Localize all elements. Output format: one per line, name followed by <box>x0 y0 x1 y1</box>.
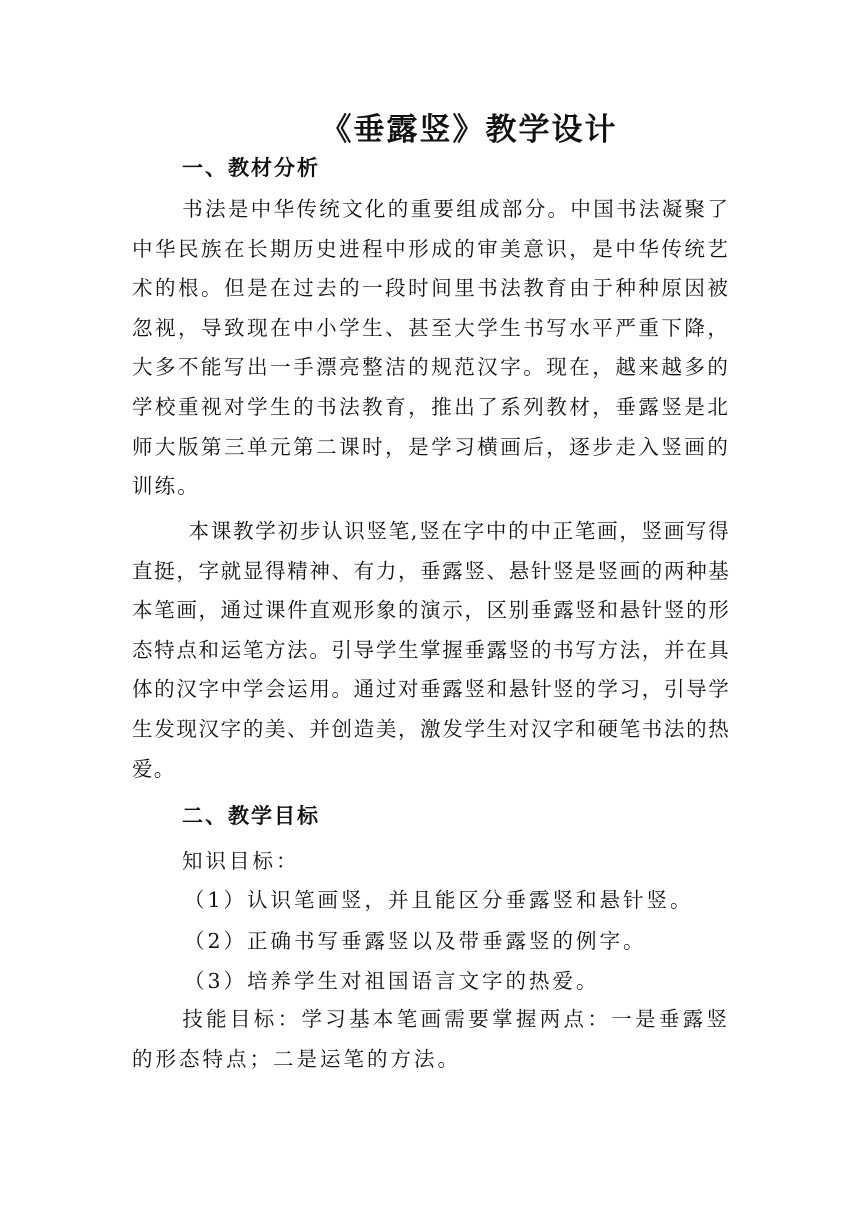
paragraph-text: 书法是中华传统文化的重要组成部分。中国书法凝聚了中华民族在长期历史进程中形成的审美意识，是中华传统艺术的根。但是在过去的一段时间里书法教育由于种种原因被忽视，导致现在中小学生、甚至大学生书写水平严重下降，大多不能写出一手漂亮整洁的规范汉字。现在，越来越多的学校重视对学生的书法教育，推出了系列教材，垂露竖是北师大版第三单元第二课时，是学习横画后，逐步走入竖画的训练。 <box>132 197 730 499</box>
document-title: 《垂露竖》教学设计 <box>320 112 618 148</box>
paragraph-text: 本课教学初步认识竖笔,竖在字中的中正笔画，竖画写得直挺，字就显得精神、有力，垂露竖、悬针竖是竖画的两种基本笔画，通过课件直观形象的演示，区别垂露竖和悬针竖的形态特点和运笔方法。引导学生掌握垂露竖的书写方法，并在具体的汉字中学会运用。通过对垂露竖和悬针竖的学习，引导学生发现汉字的美、并创造美，激发学生对汉字和硬笔书法的热爱。 <box>132 519 730 781</box>
paragraph-text: 技能目标：学习基本笔画需要掌握两点：一是垂露竖的形态特点；二是运笔的方法。 <box>132 1007 730 1071</box>
section-heading-materials: 一、教材分析 <box>182 156 320 180</box>
goal-item-3: （3）培养学生对祖国语言文字的热爱。 <box>184 969 600 993</box>
skill-goals-paragraph <box>132 1000 730 1079</box>
knowledge-goals-label: 知识目标： <box>182 849 300 873</box>
paragraph-materials-2 <box>132 512 730 789</box>
goal-item-1: （1）认识笔画竖，并且能区分垂露竖和悬针竖。 <box>184 888 694 912</box>
goal-item-2: （2）正确书写垂露竖以及带垂露竖的例字。 <box>184 929 647 953</box>
paragraph-materials-1 <box>132 190 730 507</box>
section-heading-goals: 二、教学目标 <box>182 804 320 828</box>
